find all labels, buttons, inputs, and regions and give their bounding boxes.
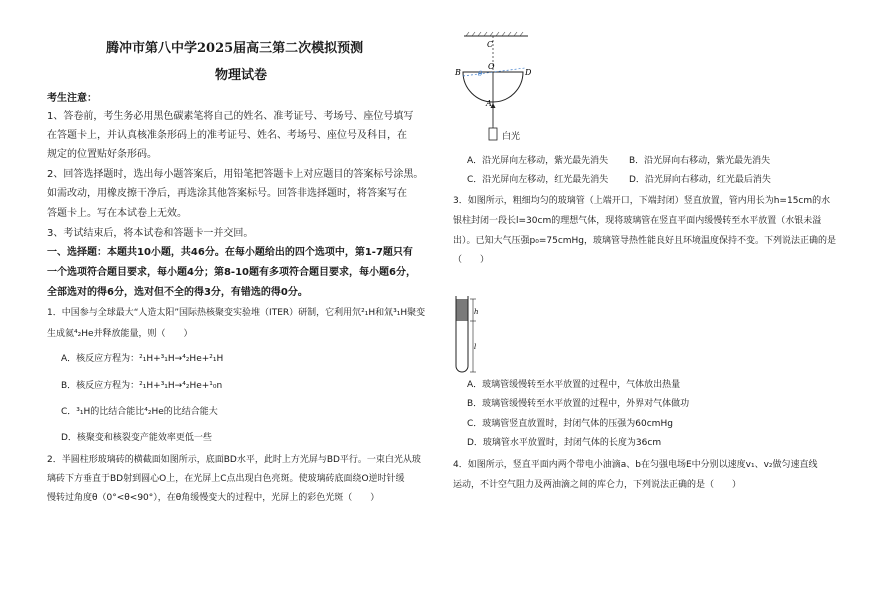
section-1-line-1: 一、选择题：本题共10小题，共46分。在每小题给出的四个选项中，第1-7题只有 <box>47 247 413 258</box>
q1-stem-line-2: 生成氦⁴₂He并释放能量，则（ ） <box>47 329 193 339</box>
q2-stem-line-2: 璃砖下方垂直于BD射到圆心O上，在光屏上C点出现白色亮斑。使玻璃砖底面绕O逆时针缓 <box>47 474 405 484</box>
q3-option-c: C．玻璃管竖直放置时，封闭气体的压强为60cmHg <box>467 419 673 429</box>
label-d: D <box>525 68 532 77</box>
q3-stem-line-2: 银柱封闭一段长l=30cm的理想气体，现将玻璃管在竖直平面内缓慢转至水平放置（水银未溢 <box>453 216 822 226</box>
label-o: O <box>488 62 495 71</box>
note-1-line-1: 1、答卷前，考生务必用黑色碳素笔将自己的姓名、准考证号、考场号、座位号填写 <box>47 111 414 122</box>
q1-option-a: A．核反应方程为：²₁H+³₁H→⁴₂He+²₁H <box>61 354 224 364</box>
label-b: B <box>455 68 461 77</box>
label-theta: θ <box>478 70 483 78</box>
q3-stem-line-3: 出）。已知大气压强p₀=75cmHg，玻璃管导热性能良好且环境温度保持不变。下列说法正确的是 <box>453 236 837 246</box>
note-1-line-2: 在答题卡上，并认真核准条形码上的准考证号、姓名、考场号、座位号及科目，在 <box>47 130 407 141</box>
page-subtitle: 物理试卷 <box>215 68 268 83</box>
q2-stem-line-3: 慢转过角度θ（0°<θ<90°），在θ角缓慢变大的过程中，光屏上的彩色光斑（ ） <box>47 493 380 503</box>
q2-option-c: C．沿光屏向左移动，红光最先消失 <box>467 175 609 185</box>
mercury-column <box>457 299 468 321</box>
q1-option-d: D．核聚变和核裂变产能效率更低一些 <box>61 433 212 443</box>
note-3: 3、考试结束后，将本试卷和答题卡一并交回。 <box>47 228 254 239</box>
section-1-line-2: 一个选项符合题目要求，每小题4分；第8-10题有多项符合题目要求，每小题6分， <box>47 267 416 278</box>
q1-stem-line-1: 1．中国参与全球最大“人造太阳”国际热核聚变实验堆（ITER）研制，它利用氘²₁H和氚³₁H聚变 <box>47 308 426 318</box>
note-2-line-1: 2、回答选择题时，选出每小题答案后，用铅笔把答题卡上对应题目的答案标号涂黑。 <box>47 169 424 180</box>
page-title: 腾冲市第八中学2025届高三第二次模拟预测 <box>106 41 364 56</box>
label-c: C <box>487 40 494 49</box>
q2-stem-line-1: 2．半圆柱形玻璃砖的横截面如图所示，底面BD水平，此时上方光屏与BD平行。一束白光从玻 <box>47 455 421 465</box>
label-h: h <box>474 308 479 316</box>
q1-option-b: B．核反应方程为：²₁H+³₁H→⁴₂He+¹₀n <box>61 381 223 391</box>
note-1-line-3: 规定的位置贴好条形码。 <box>47 149 157 160</box>
note-2-line-3: 答题卡上。写在本试卷上无效。 <box>47 208 187 219</box>
q2-option-d: D．沿光屏向右移动，红光最后消失 <box>629 175 771 185</box>
light-source-icon <box>489 128 497 140</box>
label-a: A <box>486 99 492 108</box>
q3-stem-line-4: （ ） <box>453 255 490 265</box>
section-1-line-3: 全部选对的得6分，选对但不全的得3分，有错选的得0分。 <box>47 287 308 298</box>
q2-option-b: B．沿光屏向右移动，紫光最先消失 <box>629 156 771 166</box>
q3-figure-glass-tube <box>448 292 494 374</box>
q3-option-a: A．玻璃管缓慢转至水平放置的过程中，气体放出热量 <box>467 380 681 390</box>
notes-heading: 考生注意： <box>47 93 97 104</box>
label-l: l <box>474 343 477 351</box>
note-2-line-2: 如需改动，用橡皮擦干净后，再选涂其他答案标号。回答非选择题时，将答案写在 <box>47 188 407 199</box>
q1-option-c: C．³₁H的比结合能比⁴₂He的比结合能大 <box>61 407 218 417</box>
q3-stem-line-1: 3．如图所示，粗细均匀的玻璃管（上端开口，下端封闭）竖直放置，管内用长为h=15cm的水 <box>453 196 831 206</box>
q3-option-d: D．玻璃管水平放置时，封闭气体的长度为36cm <box>467 438 662 448</box>
label-white-light: 白光 <box>502 132 521 142</box>
q2-figure-semicircle <box>446 30 546 142</box>
q2-option-a: A．沿光屏向左移动，紫光最先消失 <box>467 156 609 166</box>
q3-option-b: B．玻璃管缓慢转至水平放置的过程中，外界对气体做功 <box>467 399 690 409</box>
screen-hatch <box>466 32 523 36</box>
q4-stem-line-2: 运动，不计空气阻力及两油滴之间的库仑力，下列说法正确的是（ ） <box>453 480 742 490</box>
q4-stem-line-1: 4．如图所示，竖直平面内两个带电小油滴a、b在匀强电场E中分别以速度v₁、v₂做匀速直线 <box>453 460 818 470</box>
